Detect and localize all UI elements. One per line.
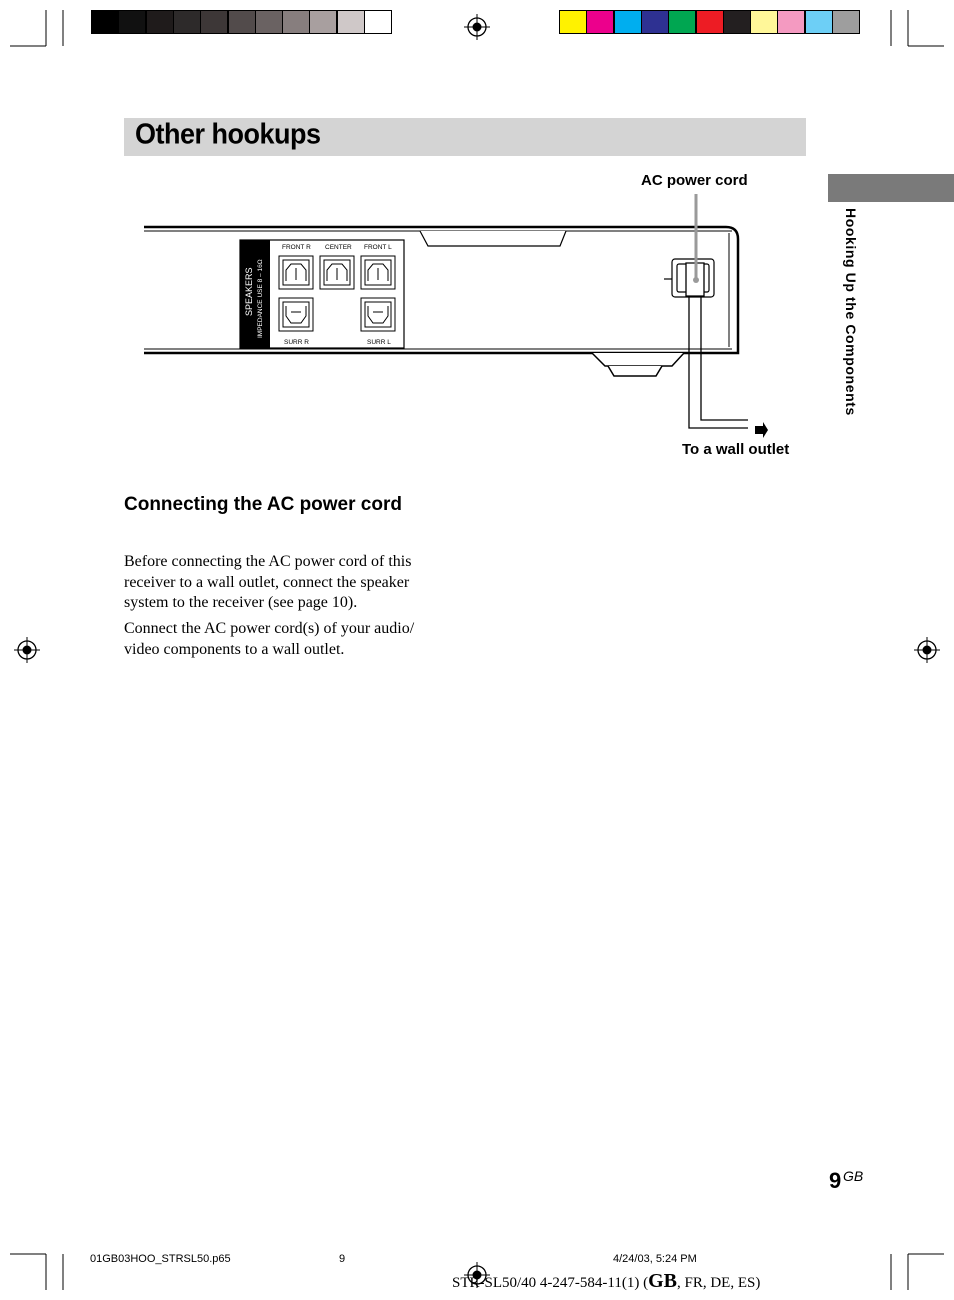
terminal-label-surr-r: SURR R: [284, 339, 309, 346]
gray-swatch: [282, 10, 310, 34]
color-swatch: [777, 10, 805, 34]
footer-model-prefix: STR-SL50/40 4-247-584-11(1) (: [452, 1275, 649, 1291]
gray-swatch: [255, 10, 283, 34]
footer-file-name: 01GB03HOO_STRSL50.p65: [90, 1253, 231, 1265]
footer-timestamp: 4/24/03, 5:24 PM: [613, 1253, 697, 1265]
callout-wall-outlet: To a wall outlet: [682, 441, 790, 458]
color-swatch: [614, 10, 642, 34]
footer-model-suffix: , FR, DE, ES): [677, 1275, 761, 1291]
wall-outlet-arrow-icon: [755, 422, 768, 438]
color-swatch: [723, 10, 751, 34]
registration-mark-left: [14, 637, 40, 663]
color-swatch: [559, 10, 587, 34]
color-swatch: [750, 10, 778, 34]
terminal-label-front-r: FRONT R: [282, 244, 311, 251]
page-number-suffix: GB: [843, 1168, 864, 1184]
registration-mark-right: [914, 637, 940, 663]
gray-swatch: [91, 10, 119, 34]
gray-swatch: [309, 10, 337, 34]
receiver-rear-panel-diagram: [140, 190, 780, 440]
gray-swatch: [228, 10, 256, 34]
registration-mark-top: [464, 14, 490, 40]
page-number: 9: [829, 1168, 842, 1193]
section-tab-marker: [828, 174, 954, 202]
gray-swatch: [200, 10, 228, 34]
color-swatch: [805, 10, 833, 34]
speakers-panel-subtitle: IMPEDANCE USE 8 – 16Ω: [257, 259, 264, 338]
section-heading: Connecting the AC power cord: [124, 494, 402, 515]
paragraph-before-connecting: Before connecting the AC power cord of this receiver to a wall outlet, connect the speaker system to the receiver (see page 10).: [124, 553, 412, 611]
footer-model-info: [452, 1270, 760, 1293]
speakers-panel-title: SPEAKERS: [244, 267, 254, 316]
terminal-label-surr-l: SURR L: [367, 339, 391, 346]
gray-swatch: [146, 10, 174, 34]
terminal-label-center: CENTER: [325, 244, 352, 251]
speakers-terminal-panel: [240, 240, 404, 348]
gray-swatch: [118, 10, 146, 34]
footer-model-lang: GB: [648, 1270, 677, 1292]
side-tab-label: Hooking Up the Components: [843, 208, 859, 416]
footer-page: 9: [339, 1253, 346, 1265]
gray-swatch: [173, 10, 201, 34]
color-swatch: [832, 10, 860, 34]
color-swatch: [641, 10, 669, 34]
gray-swatch: [337, 10, 365, 34]
color-swatch: [696, 10, 724, 34]
page-title: Other hookups: [135, 118, 321, 150]
color-swatch: [586, 10, 614, 34]
gray-swatch: [364, 10, 392, 34]
callout-ac-power-cord: AC power cord: [641, 172, 748, 189]
terminal-label-front-l: FRONT L: [364, 244, 392, 251]
paragraph-connect-components: Connect the AC power cord(s) of your audio/ video components to a wall outlet.: [124, 620, 415, 658]
color-swatch: [668, 10, 696, 34]
